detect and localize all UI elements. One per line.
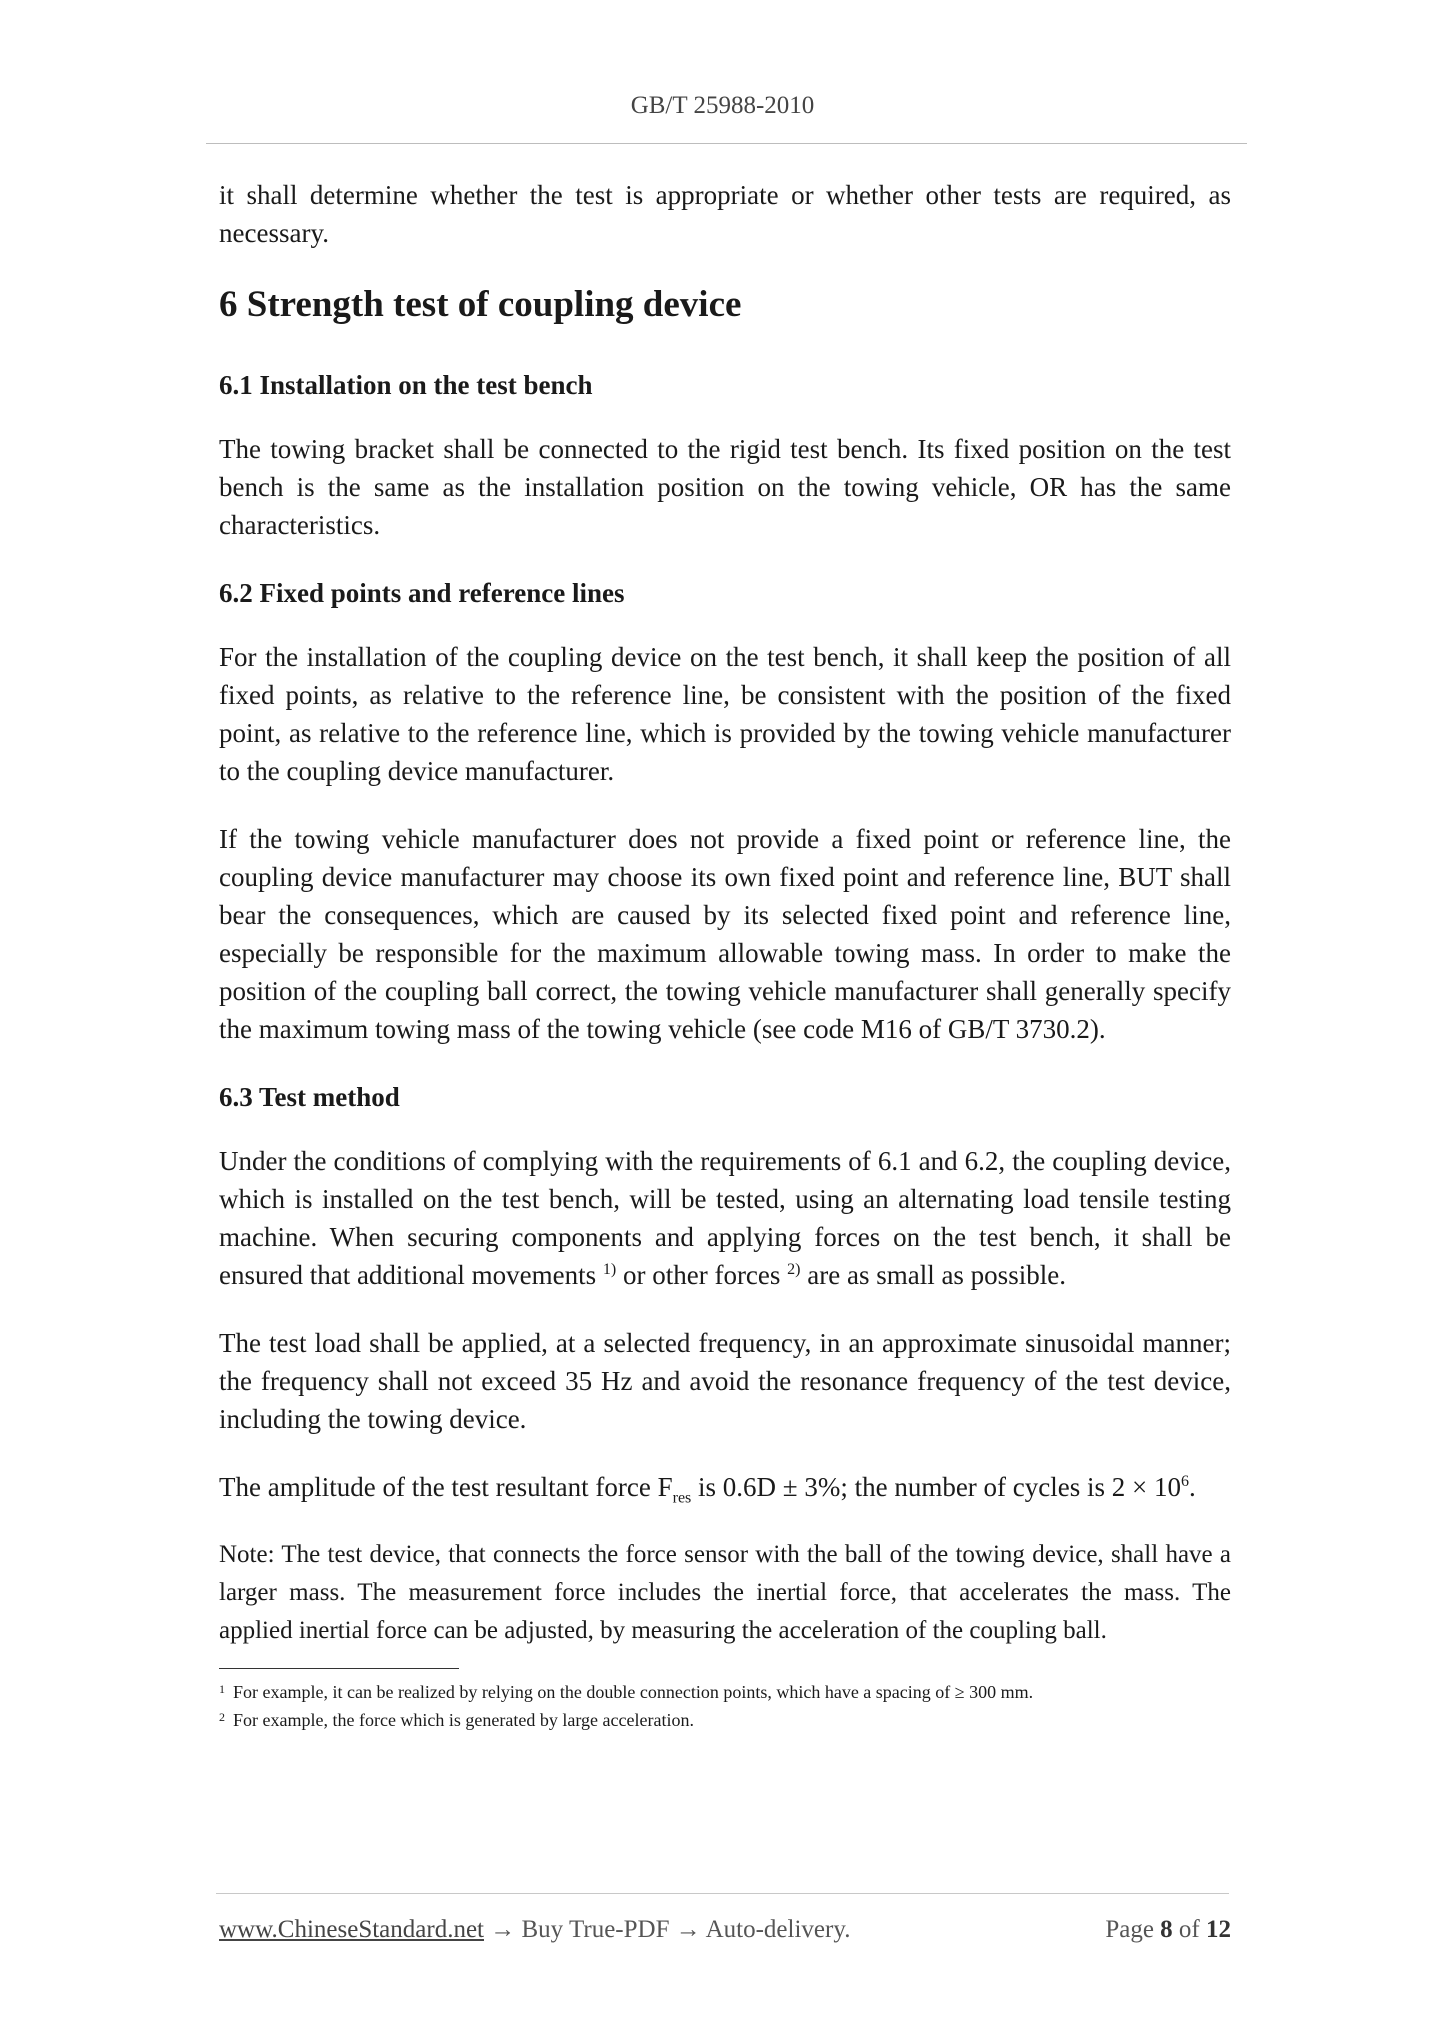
page-content bbox=[219, 176, 1231, 1733]
page-of-label: of bbox=[1172, 1916, 1206, 1943]
footer-left bbox=[219, 1916, 850, 1944]
footer-divider bbox=[216, 1893, 1229, 1894]
paragraph-6-3-1 bbox=[219, 1142, 1231, 1294]
page-header: GB/T 25988-2010 bbox=[630, 92, 815, 119]
subsection-heading-6-3: 6.3 Test method bbox=[219, 1082, 400, 1112]
exponent: 6 bbox=[1180, 1473, 1189, 1490]
footnote-number: 2 bbox=[219, 1710, 225, 1724]
paragraph-6-3-2: The test load shall be applied, at a selected frequency, in an approximate sinusoidal manner; the frequency shall not exceed 35 Hz and avoid the resonance frequency of the test device, including the towing device. bbox=[219, 1328, 1231, 1434]
section-heading: 6 Strength test of coupling device bbox=[219, 284, 742, 325]
footnote-item bbox=[219, 1705, 1231, 1733]
subsection-heading-6-1: 6.1 Installation on the test bench bbox=[219, 370, 593, 400]
subsection-heading-6-2: 6.2 Fixed points and reference lines bbox=[219, 578, 625, 608]
paragraph-6-3-3-text-a: The amplitude of the test resultant force F bbox=[219, 1472, 673, 1502]
header-divider bbox=[206, 143, 1247, 144]
paragraph-6-2-1: For the installation of the coupling device on the test bench, it shall keep the position of all fixed points, as relative to the reference line, be consistent with the position of the fixed point, as relative to the reference line, which is provided by the towing vehicle manufacturer to the coupling device manufacturer. bbox=[219, 642, 1231, 786]
paragraph-6-3-3 bbox=[219, 1468, 1231, 1506]
footnote-ref-1: 1) bbox=[602, 1261, 617, 1278]
footnote-number: 1 bbox=[219, 1682, 225, 1696]
paragraph-6-3-3-text-c: . bbox=[1188, 1472, 1196, 1502]
page-footer bbox=[219, 1916, 1231, 1956]
footnote-text: For example, it can be realized by relying on the double connection points, which have a spacing of ≥ 300 mm. bbox=[233, 1682, 1034, 1702]
page-current: 8 bbox=[1160, 1916, 1173, 1943]
paragraph-6-3-1-text-c: are as small as possible. bbox=[800, 1260, 1066, 1290]
page-number bbox=[1105, 1916, 1231, 1944]
site-link[interactable]: www.ChineseStandard.net bbox=[219, 1916, 484, 1943]
intro-paragraph: it shall determine whether the test is appropriate or whether other tests are required, as necessary. bbox=[219, 180, 1231, 248]
page-label: Page bbox=[1105, 1916, 1161, 1943]
footnote-text: For example, the force which is generated by large acceleration. bbox=[233, 1710, 694, 1730]
footnote-ref-2: 2) bbox=[787, 1261, 801, 1278]
force-subscript: res bbox=[672, 1489, 692, 1507]
paragraph-6-2-2: If the towing vehicle manufacturer does not provide a fixed point or reference line, the coupling device manufacturer may choose its own fixed point and reference line, BUT shall bear the consequences, which are caused by its selected fixed point and reference line, especially be responsible for the maximum allowable towing mass. In order to make the position of the coupling ball correct, the towing vehicle manufacturer shall generally specify the maximum towing mass of the towing vehicle (see code M16 of GB/T 3730.2). bbox=[219, 824, 1231, 1044]
paragraph-6-1: The towing bracket shall be connected to the rigid test bench. Its fixed position on the test bench is the same as the installation position on the towing vehicle, OR has the same characteristics. bbox=[219, 434, 1231, 540]
paragraph-6-3-1-text-a: Under the conditions of complying with the requirements of 6.1 and 6.2, the coupling device, which is installed on the test bench, will be tested, using an alternating load tensile testing machine. When securing components and applying forces on the test bench, it shall be ensured that additional movements bbox=[219, 1146, 1231, 1290]
paragraph-6-3-1-text-b: or other forces bbox=[616, 1260, 788, 1290]
paragraph-6-3-3-text-b: is 0.6D ± 3%; the number of cycles is 2 × 10 bbox=[691, 1472, 1181, 1502]
page-total: 12 bbox=[1206, 1916, 1231, 1943]
footnote-item bbox=[219, 1677, 1231, 1705]
footnote-divider bbox=[219, 1668, 459, 1669]
note-paragraph: Note: The test device, that connects the force sensor with the ball of the towing device, shall have a larger mass. The measurement force includes the inertial force, that accelerates the mass. The applied inertial force can be adjusted, by measuring the acceleration of the coupling ball. bbox=[219, 1541, 1231, 1644]
footer-tagline: → Buy True-PDF → Auto-delivery. bbox=[484, 1916, 851, 1943]
